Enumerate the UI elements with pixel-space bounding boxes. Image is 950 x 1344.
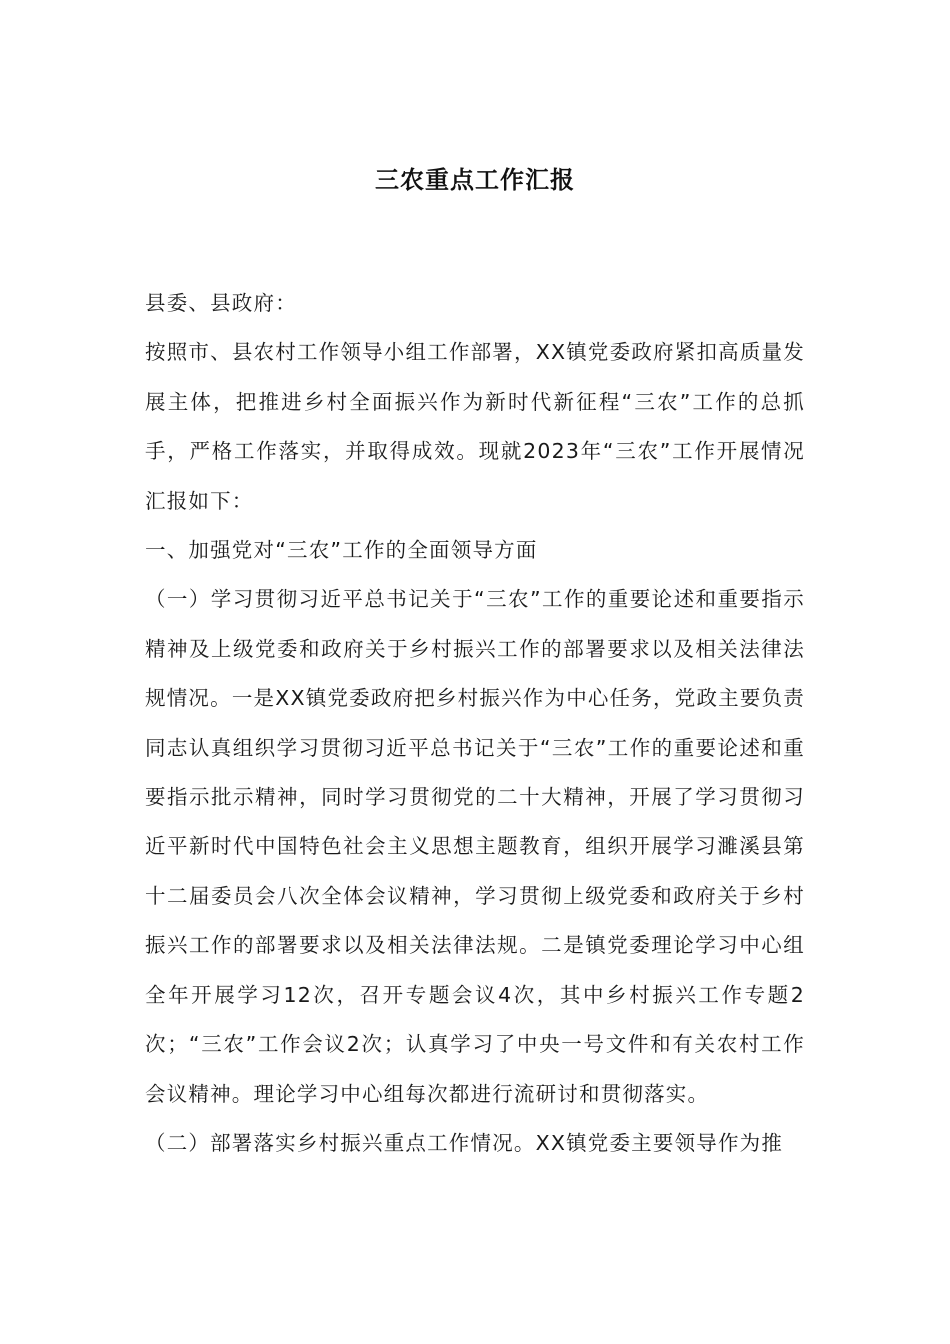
document-body: [145, 279, 805, 1168]
paragraph-subsection-1: （一）学习贯彻习近平总书记关于“三农”工作的重要论述和重要指示精神及上级党委和政府关于乡村振兴工作的部署要求以及相关法律法规情况。一是XX镇党委政府把乡村振兴作为中心任务，党政主要负责同志认真组织学习贯彻习近平总书记关于“三农”工作的重要论述和重要指示批示精神，同时学习贯彻党的二十大精神，开展了学习贯彻习近平新时代中国特色社会主义思想主题教育，组织开展学习濉溪县第十二届委员会八次全体会议精神，学习贯彻上级党委和政府关于乡村振兴工作的部署要求以及相关法律法规。二是镇党委理论学习中心组全年开展学习12次，召开专题会议4次，其中乡村振兴工作专题2次；“三农”工作会议2次；认真学习了中央一号文件和有关农村工作会议精神。理论学习中心组每次都进行流研讨和贯彻落实。: [145, 587, 805, 1106]
section-heading-1: 一、加强党对“三农”工作的全面领导方面: [145, 538, 538, 563]
paragraph-subsection-2: （二）部署落实乡村振兴重点工作情况。XX镇党委主要领导作为推: [145, 1130, 784, 1155]
salutation: 县委、县政府：: [145, 291, 297, 315]
paragraph-intro: 按照市、县农村工作领导小组工作部署，XX镇党委政府紧扣高质量发展主体，把推进乡村全面振兴作为新时代新征程“三农”工作的总抓手，严格工作落实，并取得成效。现就2023年“三农”工作开展情况汇报如下：: [145, 340, 805, 513]
document-title: 三农重点工作汇报: [375, 166, 575, 194]
